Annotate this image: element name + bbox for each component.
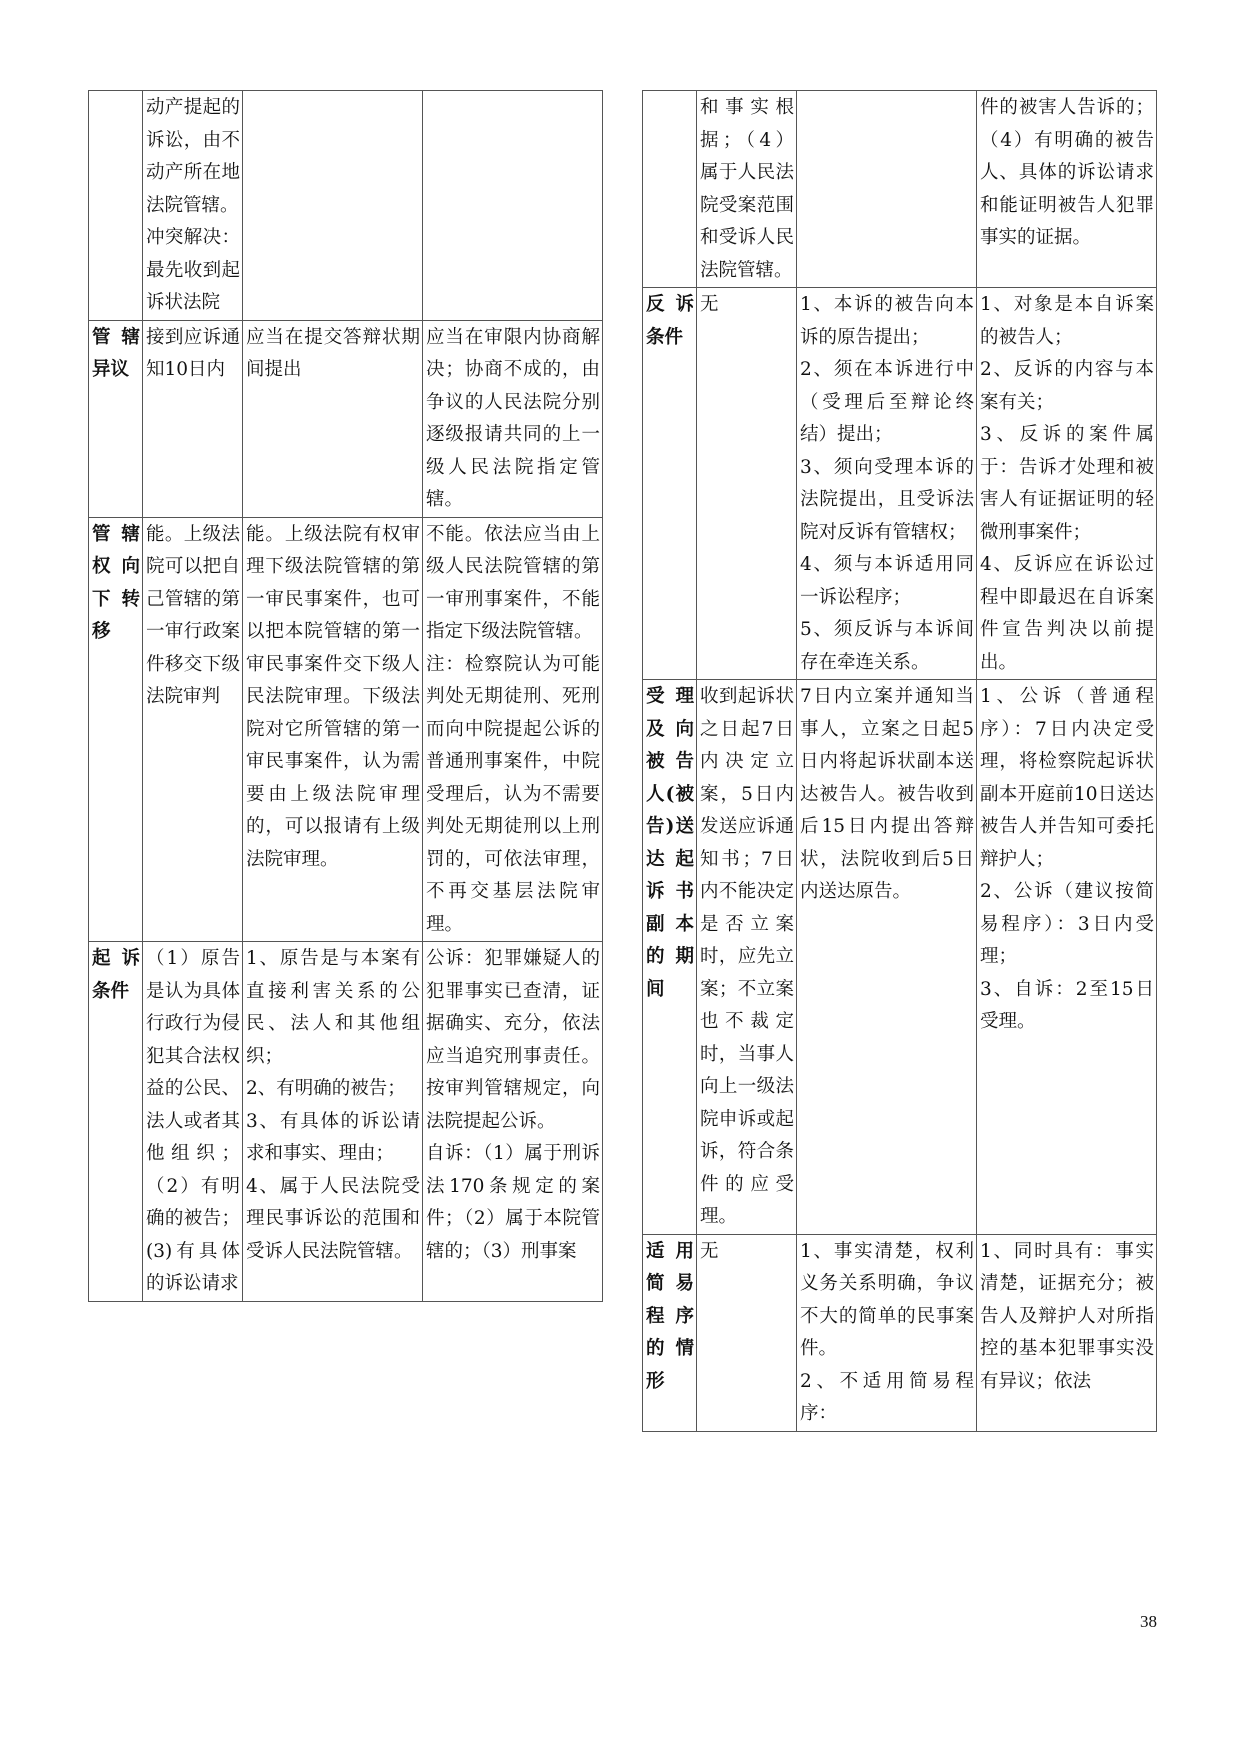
table-row: [89, 91, 603, 321]
cell-paragraph: 3、有具体的诉讼请求和事实、理由；: [246, 1110, 420, 1164]
cell-paragraph: 1、同时具有：事实清楚，证据充分；被告人及辩护人对所指控的基本犯罪事实没有异议；依法: [980, 1240, 1154, 1392]
cell-paragraph: 2、不适用简易程序：: [800, 1370, 974, 1424]
civil-law-cell: [243, 320, 423, 517]
page-number: 38: [1140, 1612, 1157, 1631]
cell-paragraph: 2、须在本诉进行中（受理后至辩论终结）提出；: [800, 359, 974, 445]
cell-paragraph: 件的被害人告诉的；（4）有明确的被告人、具体的诉讼请求和能证明被告人犯罪事实的证据。: [980, 97, 1154, 248]
table-row: [89, 942, 603, 1302]
cell-paragraph: 接到应诉通知10日内: [146, 326, 240, 380]
criminal-law-cell: [423, 942, 603, 1302]
criminal-law-cell: [423, 91, 603, 321]
admin-law-cell: [697, 91, 797, 288]
cell-paragraph: 2、公诉（建议按简易程序）：3日内受理；: [980, 881, 1154, 967]
cell-paragraph: 4、反诉应在诉讼过程中即最迟在自诉案件宣告判决以前提出。: [980, 554, 1154, 673]
cell-paragraph: 3、自诉：2至15日受理。: [980, 978, 1154, 1032]
cell-paragraph: 动产提起的诉讼，由不动产所在地法院管辖。: [146, 97, 240, 216]
cell-paragraph: 自诉：（1）属于刑诉法170条规定的案件；（2）属于本院管辖的；（3）刑事案: [426, 1143, 600, 1262]
cell-paragraph: 1、本诉的被告向本诉的原告提出；: [800, 294, 974, 348]
row-header-cell: 受理及向被告人(被告)送达起诉书副本的期间: [643, 680, 697, 1235]
table-row: [643, 680, 1157, 1235]
criminal-law-cell: [977, 288, 1157, 680]
cell-paragraph: 2、反诉的内容与本案有关；: [980, 359, 1154, 413]
cell-paragraph: 公诉：犯罪嫌疑人的犯罪事实已查清，证据确实、充分，依法应当追究刑事责任。按审判管辖规定，向法院提起公诉。: [426, 948, 600, 1132]
cell-paragraph: 5、须反诉与本诉间存在牵连关系。: [800, 619, 974, 673]
cell-paragraph: 无: [700, 1240, 719, 1262]
civil-law-cell: [243, 517, 423, 942]
cell-paragraph: 3、反诉的案件属于：告诉才处理和被害人有证据证明的轻微刑事案件；: [980, 424, 1154, 543]
table-row: [89, 517, 603, 942]
cell-paragraph: （1）原告是认为具体行政行为侵犯其合法权益的公民、法人或者其他组织；（2）有明确的被告；(3)有具体的诉讼请求: [146, 948, 240, 1294]
civil-law-cell: [243, 91, 423, 321]
cell-paragraph: 无: [700, 294, 719, 315]
admin-law-cell: [697, 680, 797, 1235]
cell-paragraph: 1、对象是本自诉案的被告人；: [980, 294, 1154, 348]
admin-law-cell: [697, 1234, 797, 1431]
row-header-cell: 管辖权向下转移: [89, 517, 143, 942]
table-row: [643, 1234, 1157, 1431]
cell-paragraph: 1、事实清楚，权利义务关系明确，争议不大的简单的民事案件。: [800, 1240, 974, 1359]
row-header-cell: [643, 91, 697, 288]
row-header-cell: [89, 91, 143, 321]
admin-law-cell: [143, 320, 243, 517]
criminal-law-cell: [423, 320, 603, 517]
admin-law-cell: [143, 942, 243, 1302]
criminal-law-cell: [977, 680, 1157, 1235]
civil-law-cell: [797, 288, 977, 680]
table-row: [643, 91, 1157, 288]
cell-paragraph: 1、公诉（普通程序）：7日内决定受理，将检察院起诉状副本开庭前10日送达被告人并告知可委托辩护人；: [980, 686, 1154, 870]
row-header-cell: 管辖异议: [89, 320, 143, 517]
criminal-law-cell: [977, 91, 1157, 288]
criminal-law-cell: [423, 517, 603, 942]
cell-paragraph: 注：检察院认为可能判处无期徒刑、死刑而向中院提起公诉的普通刑事案件，中院受理后，认为不需要判处无期徒刑以上刑罚的，可依法审理，不再交基层法院审理。: [426, 653, 600, 935]
cell-paragraph: 冲突解决：最先收到起诉状法院: [146, 227, 240, 313]
cell-paragraph: 应当在审限内协商解决；协商不成的，由争议的人民法院分别逐级报请共同的上一级人民法院指定管辖。: [426, 326, 600, 510]
cell-paragraph: 和事实根据；（4）属于人民法院受案范围和受诉人民法院管辖。: [700, 97, 794, 281]
table-row: [643, 288, 1157, 680]
row-header-cell: 适用简易程序的情形: [643, 1234, 697, 1431]
right-comparison-table: [642, 90, 1157, 1432]
cell-paragraph: 3、须向受理本诉的法院提出，且受诉法院对反诉有管辖权；: [800, 456, 974, 543]
cell-paragraph: 不能。依法应当由上级人民法院管辖的第一审刑事案件，不能指定下级法院管辖。: [426, 523, 600, 642]
civil-law-cell: [243, 942, 423, 1302]
cell-paragraph: 收到起诉状之日起7日内决定立案，5日内发送应诉通知书；7日内不能决定是否立案时，应先立案；不立案也不裁定时，当事人向上一级法院申诉或起诉，符合条件的应受理。: [700, 686, 794, 1227]
admin-law-cell: [697, 288, 797, 680]
civil-law-cell: [797, 1234, 977, 1431]
civil-law-cell: [797, 680, 977, 1235]
admin-law-cell: [143, 91, 243, 321]
cell-paragraph: 能。上级法院可以把自己管辖的第一审行政案件移交下级法院审判: [146, 523, 240, 707]
cell-paragraph: 7日内立案并通知当事人，立案之日起5日内将起诉状副本送达被告人。被告收到后15日内提出答辩状，法院收到后5日内送达原告。: [800, 686, 974, 902]
cell-paragraph: 应当在提交答辩状期间提出: [246, 326, 420, 380]
cell-paragraph: 能。上级法院有权审理下级法院管辖的第一审民事案件，也可以把本院管辖的第一审民事案件交下级人民法院审理。下级法院对它所管辖的第一审民事案件，认为需要由上级法院审理的，可以报请有上级法院审理。: [246, 523, 420, 870]
criminal-law-cell: [977, 1234, 1157, 1431]
row-header-cell: 反诉条件: [643, 288, 697, 680]
cell-paragraph: 1、原告是与本案有直接利害关系的公民、法人和其他组织；: [246, 948, 420, 1067]
civil-law-cell: [797, 91, 977, 288]
left-comparison-table: [88, 90, 603, 1302]
cell-paragraph: 2、有明确的被告；: [246, 1078, 406, 1099]
admin-law-cell: [143, 517, 243, 942]
table-row: [89, 320, 603, 517]
row-header-cell: 起诉条件: [89, 942, 143, 1302]
cell-paragraph: 4、属于人民法院受理民事诉讼的范围和受诉人民法院管辖。: [246, 1175, 420, 1262]
cell-paragraph: 4、须与本诉适用同一诉讼程序；: [800, 554, 974, 608]
